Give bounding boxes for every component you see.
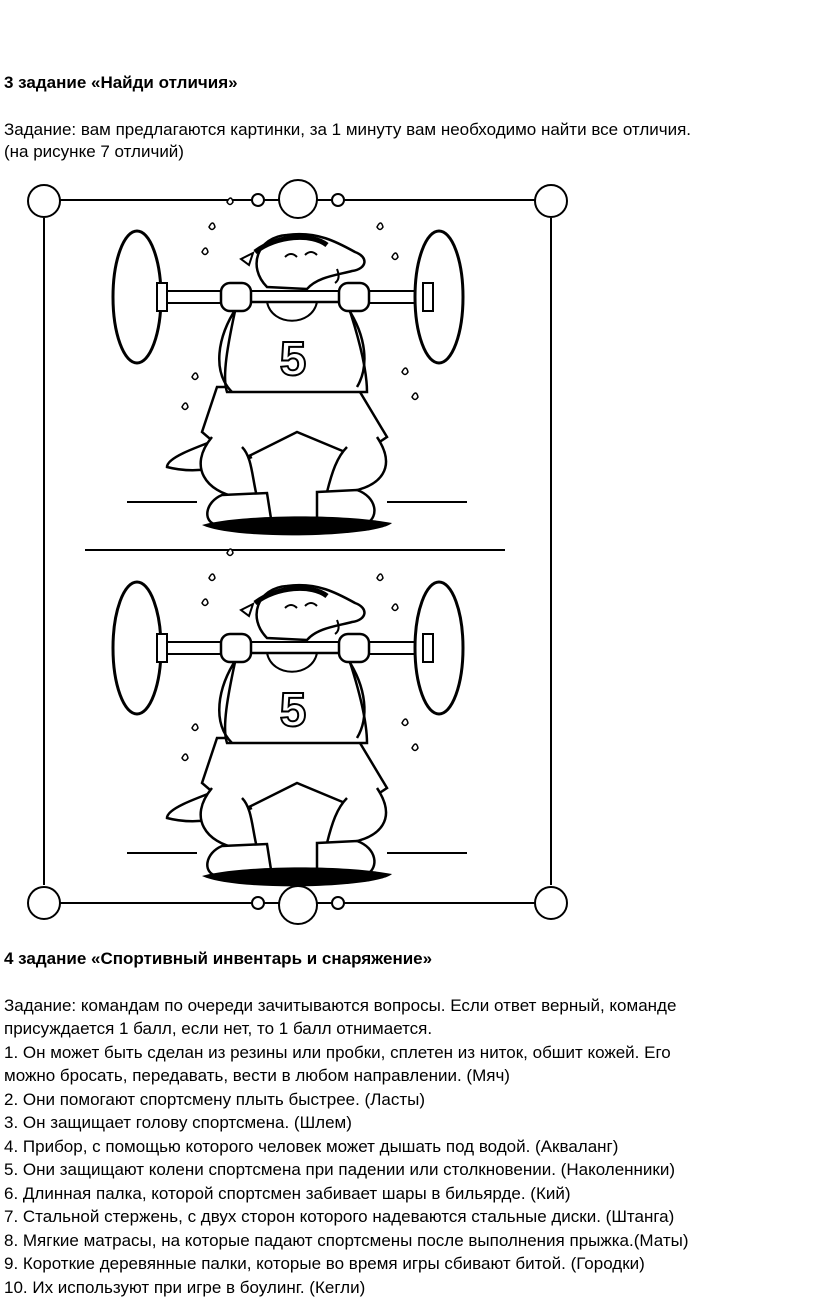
question-1-line2: можно бросать, передавать, вести в любом направлении. (Мяч) — [4, 1066, 510, 1085]
question-1-line1: 1. Он может быть сделан из резины или пробки, сплетен из ниток, обшит кожей. Его — [4, 1043, 671, 1062]
question-7: 7. Стальной стержень, с двух сторон которого надеваются стальные диски. (Штанга) — [4, 1207, 675, 1226]
task3-text-line2: (на рисунке 7 отличий) — [4, 142, 184, 161]
bottom-picture — [113, 549, 467, 886]
task4-intro-line2: присуждается 1 балл, если нет, то 1 балл отнимается. — [4, 1019, 433, 1038]
bottom-jersey-number: 5 — [279, 684, 307, 737]
task4-intro-line1: Задание: командам по очереди зачитываются вопросы. Если ответ верный, команде — [4, 996, 677, 1015]
question-8: 8. Мягкие матрасы, на которые падают спортсмены после выполнения прыжка.(Маты) — [4, 1231, 689, 1250]
question-6: 6. Длинная палка, которой спортсмен забивает шары в бильярде. (Кий) — [4, 1184, 571, 1203]
question-3: 3. Он защищает голову спортсмена. (Шлем) — [4, 1113, 352, 1132]
question-4: 4. Прибор, с помощью которого человек может дышать под водой. (Акваланг) — [4, 1137, 619, 1156]
top-picture — [113, 198, 467, 535]
task3-text-line1: Задание: вам предлагаются картинки, за 1 минуту вам необходимо найти все отличия. — [4, 120, 692, 139]
top-jersey-number: 5 — [279, 333, 307, 386]
spot-the-difference-illustration — [0, 170, 816, 930]
task4-heading: 4 задание «Спортивный инвентарь и снаряжение» — [4, 949, 433, 968]
question-9: 9. Короткие деревянные палки, которые во время игры сбивают битой. (Городки) — [4, 1254, 645, 1273]
question-2: 2. Они помогают спортсмену плыть быстрее. (Ласты) — [4, 1090, 425, 1109]
question-5: 5. Они защищают колени спортсмена при падении или столкновении. (Наколенники) — [4, 1160, 676, 1179]
task3-heading: 3 задание «Найди отличия» — [4, 73, 238, 92]
question-10: 10. Их используют при игре в боулинг. (Кегли) — [4, 1278, 366, 1297]
